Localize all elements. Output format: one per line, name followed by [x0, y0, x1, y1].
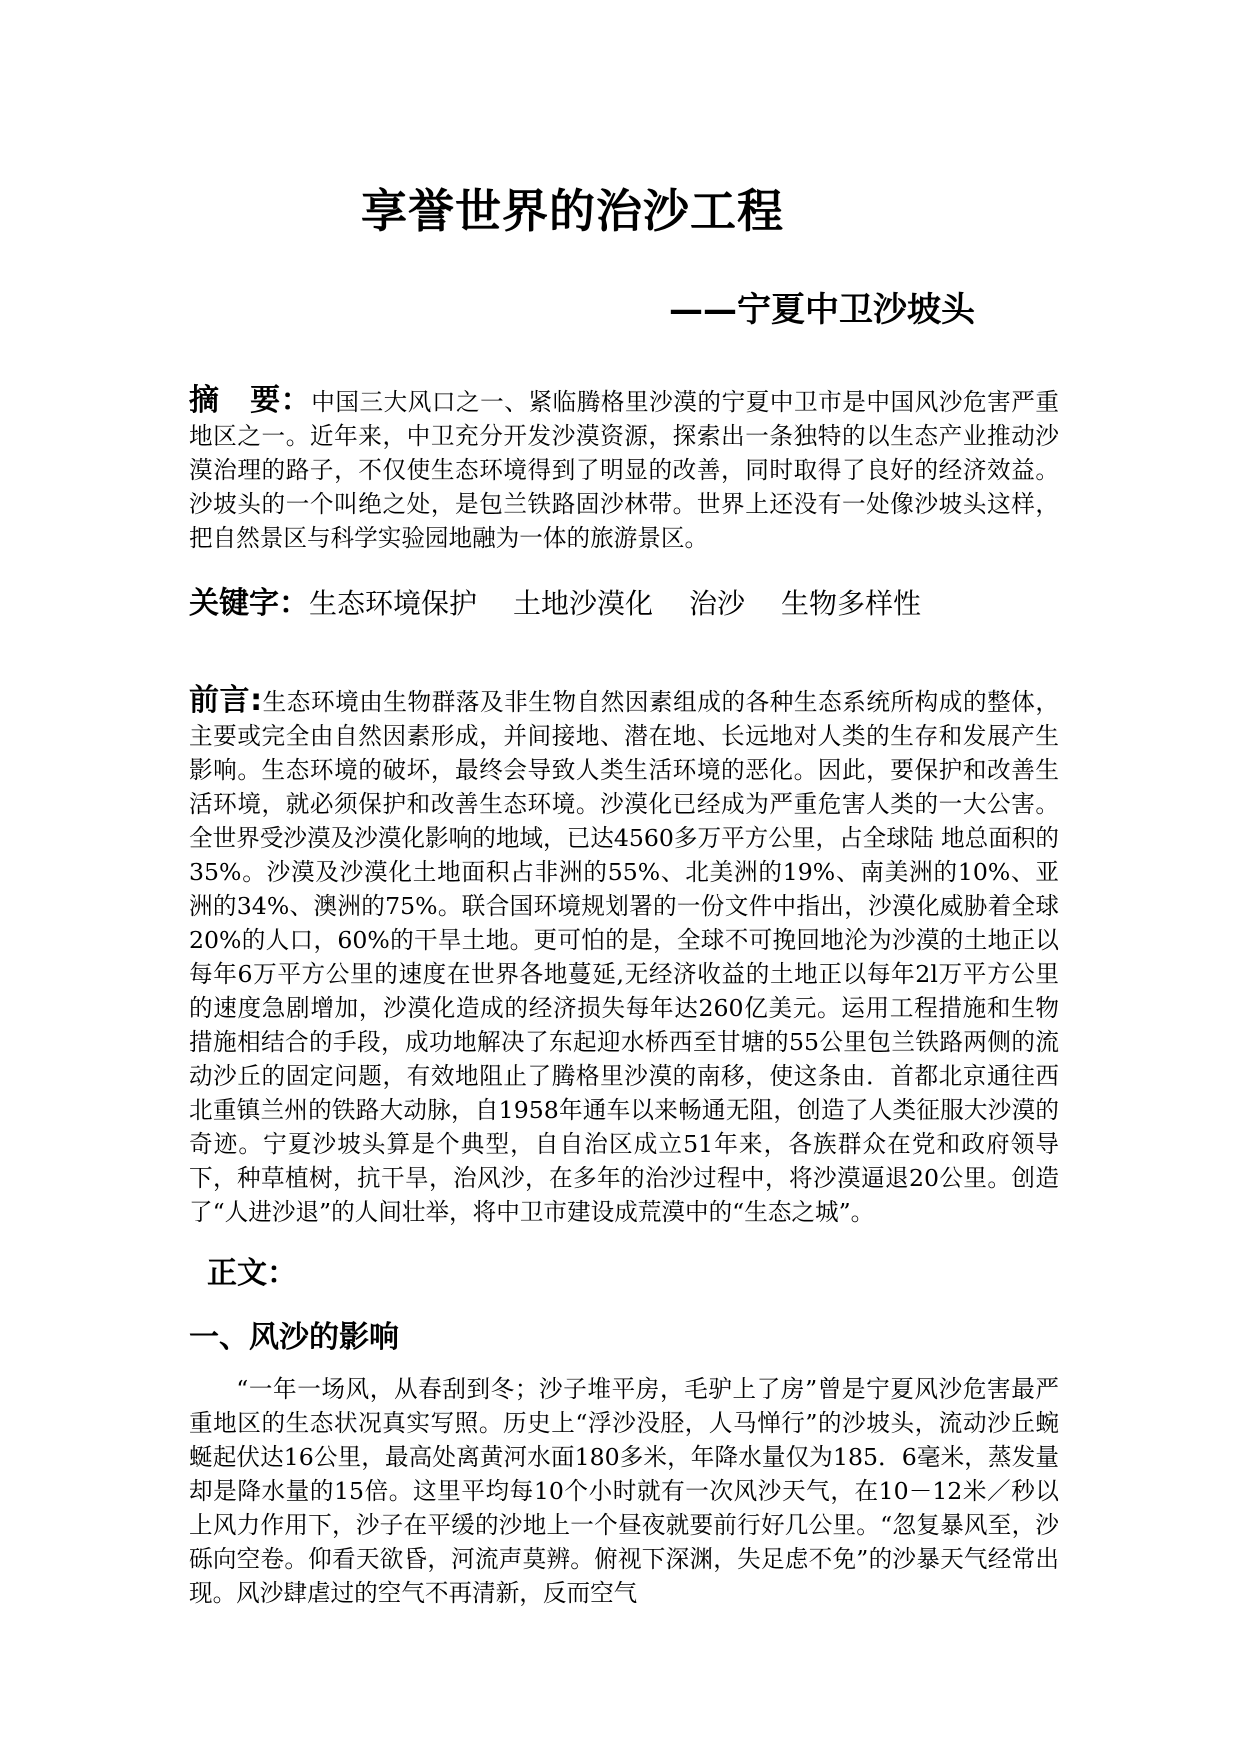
abstract-text: 中国三大风口之一、紧临腾格里沙漠的宁夏中卫市是中国风沙危害严重地区之一。近年来，中卫充分开发沙漠资源，探索出一条独特的以生态产业推动沙漠治理的路子，不仅使生态环境得到了明显的改善，同时取得了良好的经济效益。沙坡头的一个叫绝之处，是包兰铁路固沙林带。世界上还没有一处像沙坡头这样，把自然景区与科学实验园地融为一体的旅游景区。	[189, 388, 1059, 552]
document-subtitle: ——宁夏中卫沙坡头	[669, 290, 975, 330]
preface-text: 生态环境由生物群落及非生物自然因素组成的各种生态系统所构成的整体，主要或完全由自然因素形成，并间接地、潜在地、长远地对人类的生存和发展产生影响。生态环境的破坏，最终会导致人类生活环境的恶化。因此，要保护和改善生活环境，就必须保护和改善生态环境。沙漠化已经成为严重危害人类的一大公害。全世界受沙漠及沙漠化影响的地域，已达4560多万平方公里，占全球陆 地总面积的35%。沙漠及沙漠化土地面积占非洲的55%、北美洲的19%、南美洲的10%、亚洲的34%、澳洲的75%。联合国环境规划署的一份文件中指出，沙漠化威胁着全球20%的人口，60%的干旱土地。更可怕的是，全球不可挽回地沦为沙漠的土地正以每年6万平方公里的速度在世界各地蔓延,无经济收益的土地正以每年2l万平方公里的速度急剧增加，沙漠化造成的经济损失每年达260亿美元。运用工程措施和生物措施相结合的手段，成功地解决了东起迎水桥西至甘塘的55公里包兰铁路两侧的流动沙丘的固定问题，有效地阻止了腾格里沙漠的南移，使这条由．首都北京通往西北重镇兰州的铁路大动脉，自1958年通车以来畅通无阻，创造了人类征服大沙漠的奇迹。宁夏沙坡头算是个典型，自自治区成立51年来，各族群众在党和政府领导下，种草植树，抗干旱，治风沙，在多年的治沙过程中，将沙漠逼退20公里。创造了“人进沙退”的人间壮举，将中卫市建设成荒漠中的“生态之城”。	[189, 688, 1059, 1226]
abstract-paragraph	[189, 384, 1059, 555]
keywords-label: 关键字：	[189, 586, 309, 621]
preface-label: 前言:	[189, 683, 263, 718]
keyword-item: 生物多样性	[781, 587, 922, 620]
abstract-label: 摘 要：	[189, 383, 312, 418]
document-title: 享誉世界的治沙工程	[361, 184, 784, 238]
body-heading: 正文：	[207, 1256, 297, 1291]
section-paragraph: “一年一场风，从春刮到冬；沙子堆平房，毛驴上了房”曾是宁夏风沙危害最严重地区的生态状况真实写照。历史上“浮沙没胫，人马惮行”的沙坡头，流动沙丘蜿蜒起伏达16公里，最高处离黄河水面180多米，年降水量仅为185．6毫米，蒸发量却是降水量的15倍。这里平均每10个小时就有一次风沙天气，在10－12米／秒以上风力作用下，沙子在平缓的沙地上一个昼夜就要前行好几公里。“忽复暴风至，沙砾向空卷。仰看天欲昏，河流声莫辨。俯视下深渊，失足虑不免”的沙暴天气经常出现。风沙肆虐过的空气不再清新，反而空气	[189, 1375, 1059, 1607]
keywords-line	[189, 578, 957, 622]
keyword-item: 生态环境保护	[309, 587, 478, 620]
keyword-item: 土地沙漠化	[513, 587, 654, 620]
keyword-item: 治沙	[689, 587, 746, 620]
section-heading: 一、风沙的影响	[189, 1320, 399, 1355]
preface-paragraph	[189, 684, 1059, 1229]
